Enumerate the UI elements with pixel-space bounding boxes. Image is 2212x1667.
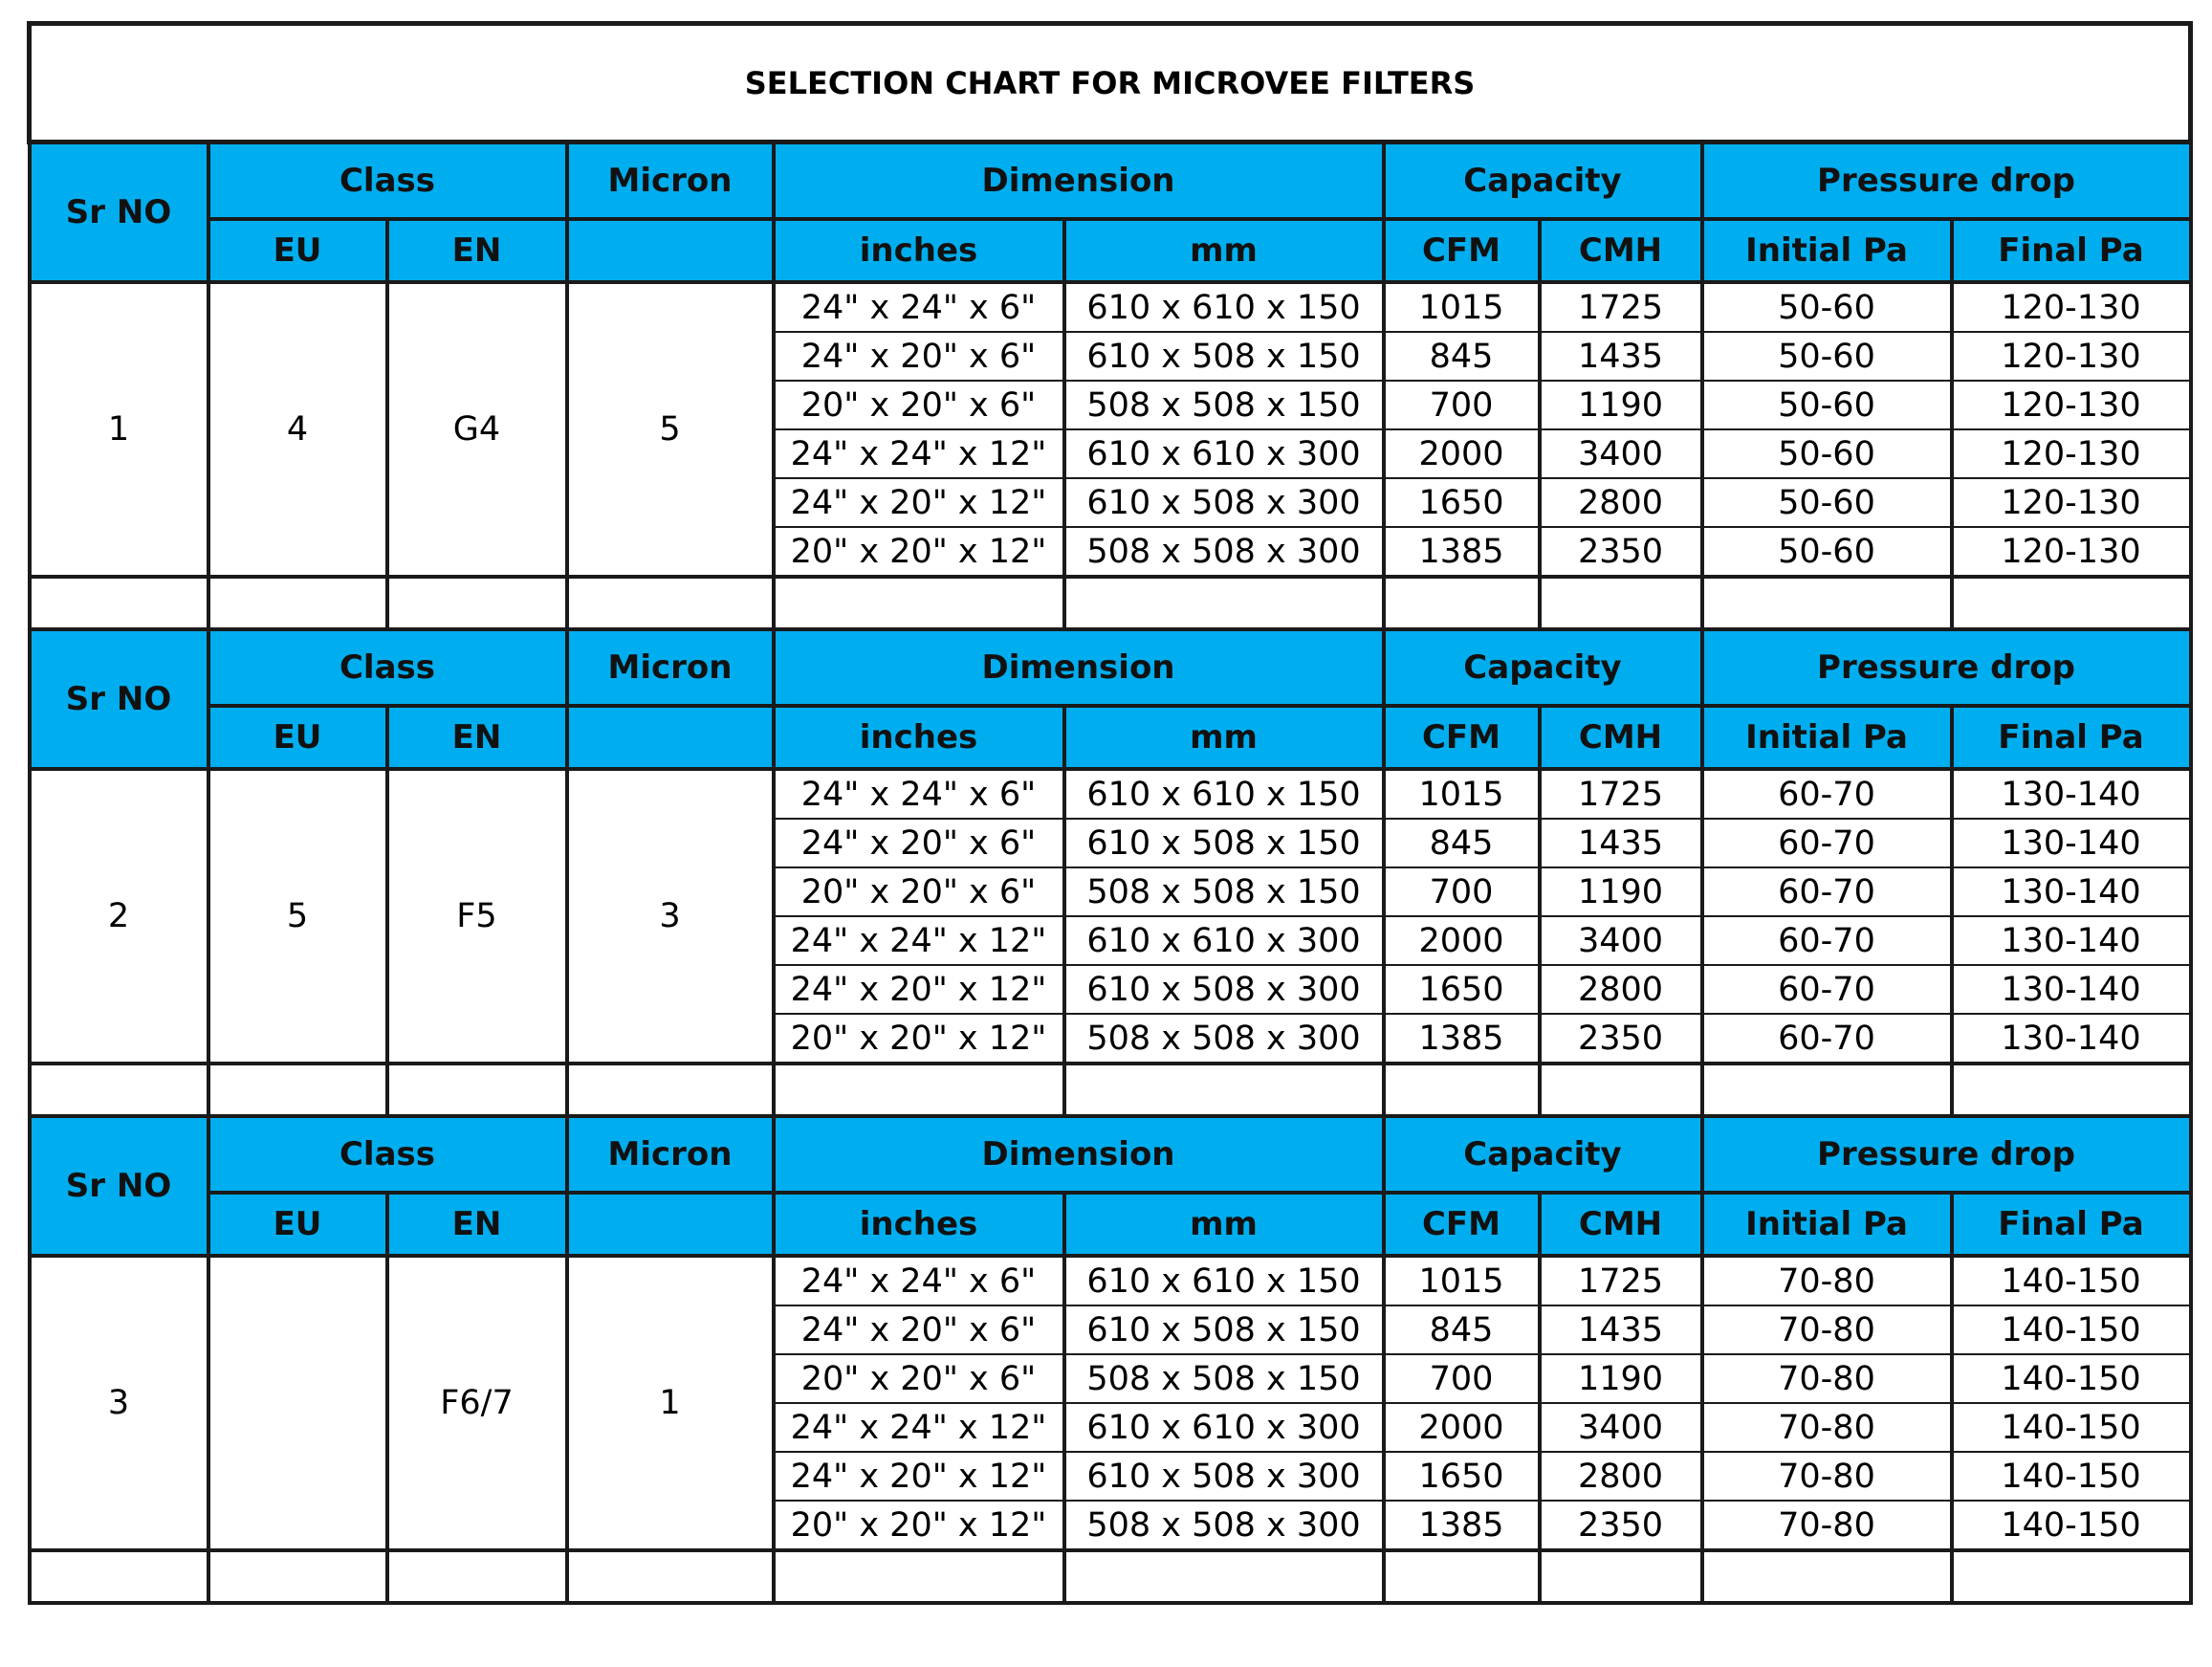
empty-cell [774, 1064, 1064, 1116]
mm-cell: 508 x 508 x 150 [1064, 381, 1384, 429]
empty-cell [30, 577, 208, 629]
sr-no-cell: 3 [30, 1256, 208, 1550]
empty-cell [208, 1064, 387, 1116]
class-eu-cell [208, 1256, 387, 1550]
header-mm: mm [1064, 706, 1384, 769]
header-pressure-drop: Pressure drop [1702, 1116, 2191, 1193]
final-pa-cell: 140-150 [1952, 1305, 2191, 1354]
final-pa-cell: 120-130 [1952, 381, 2191, 429]
cfm-cell: 1015 [1384, 769, 1540, 819]
chart-title: SELECTION CHART FOR MICROVEE FILTERS [30, 24, 2191, 143]
final-pa-cell: 120-130 [1952, 429, 2191, 478]
cfm-cell: 845 [1384, 1305, 1540, 1354]
inches-cell: 24" x 24" x 6" [774, 1256, 1064, 1305]
empty-cell [567, 1064, 774, 1116]
inches-cell: 24" x 20" x 12" [774, 1452, 1064, 1501]
cmh-cell: 2800 [1540, 965, 1702, 1014]
inches-cell: 24" x 24" x 12" [774, 429, 1064, 478]
table-row [30, 282, 2191, 332]
mm-cell: 610 x 610 x 150 [1064, 769, 1384, 819]
mm-cell: 610 x 508 x 300 [1064, 1452, 1384, 1501]
inches-cell: 20" x 20" x 12" [774, 1501, 1064, 1550]
class-en-cell: G4 [387, 282, 567, 577]
header-micron-sub [567, 706, 774, 769]
cmh-cell: 1190 [1540, 381, 1702, 429]
inches-cell: 24" x 20" x 6" [774, 819, 1064, 867]
header-row-sub [30, 219, 2191, 282]
initial-pa-cell: 70-80 [1702, 1403, 1952, 1452]
cfm-cell: 1650 [1384, 1452, 1540, 1501]
header-class: Class [208, 629, 567, 706]
cfm-cell: 700 [1384, 1354, 1540, 1403]
inches-cell: 24" x 20" x 6" [774, 1305, 1064, 1354]
mm-cell: 508 x 508 x 150 [1064, 867, 1384, 916]
header-cmh: CMH [1540, 706, 1702, 769]
empty-cell [1384, 1064, 1540, 1116]
mm-cell: 610 x 610 x 150 [1064, 282, 1384, 332]
final-pa-cell: 140-150 [1952, 1256, 2191, 1305]
initial-pa-cell: 50-60 [1702, 282, 1952, 332]
header-micron: Micron [567, 629, 774, 706]
cmh-cell: 2800 [1540, 1452, 1702, 1501]
mm-cell: 610 x 610 x 300 [1064, 1403, 1384, 1452]
inches-cell: 24" x 20" x 6" [774, 332, 1064, 381]
header-dimension: Dimension [774, 629, 1384, 706]
header-inches: inches [774, 219, 1064, 282]
cmh-cell: 1435 [1540, 1305, 1702, 1354]
mm-cell: 610 x 508 x 150 [1064, 332, 1384, 381]
cfm-cell: 845 [1384, 332, 1540, 381]
final-pa-cell: 140-150 [1952, 1501, 2191, 1550]
selection-chart-table [27, 21, 2193, 1605]
empty-row [30, 577, 2191, 629]
header-capacity: Capacity [1384, 143, 1702, 220]
initial-pa-cell: 70-80 [1702, 1256, 1952, 1305]
header-row-top [30, 629, 2191, 706]
cfm-cell: 700 [1384, 381, 1540, 429]
cmh-cell: 1725 [1540, 1256, 1702, 1305]
cfm-cell: 700 [1384, 867, 1540, 916]
inches-cell: 24" x 20" x 12" [774, 965, 1064, 1014]
class-en-cell: F6/7 [387, 1256, 567, 1550]
header-final-pa: Final Pa [1952, 706, 2191, 769]
final-pa-cell: 130-140 [1952, 769, 2191, 819]
header-en: EN [387, 706, 567, 769]
cmh-cell: 2800 [1540, 478, 1702, 527]
initial-pa-cell: 70-80 [1702, 1305, 1952, 1354]
empty-cell [1540, 1550, 1702, 1603]
empty-cell [1064, 1550, 1384, 1603]
empty-cell [1540, 1064, 1702, 1116]
header-eu: EU [208, 1193, 387, 1256]
mm-cell: 610 x 610 x 300 [1064, 429, 1384, 478]
mm-cell: 610 x 508 x 300 [1064, 478, 1384, 527]
mm-cell: 508 x 508 x 300 [1064, 1501, 1384, 1550]
mm-cell: 610 x 508 x 300 [1064, 965, 1384, 1014]
mm-cell: 610 x 508 x 150 [1064, 1305, 1384, 1354]
table-row [30, 1256, 2191, 1305]
cmh-cell: 2350 [1540, 1014, 1702, 1064]
cfm-cell: 1385 [1384, 527, 1540, 577]
header-micron: Micron [567, 1116, 774, 1193]
inches-cell: 20" x 20" x 6" [774, 867, 1064, 916]
cmh-cell: 3400 [1540, 429, 1702, 478]
cfm-cell: 1385 [1384, 1501, 1540, 1550]
initial-pa-cell: 60-70 [1702, 965, 1952, 1014]
header-sr-no: Sr NO [30, 629, 208, 769]
header-cfm: CFM [1384, 706, 1540, 769]
cfm-cell: 1015 [1384, 282, 1540, 332]
cfm-cell: 2000 [1384, 1403, 1540, 1452]
cmh-cell: 3400 [1540, 1403, 1702, 1452]
header-row-sub [30, 1193, 2191, 1256]
empty-cell [1952, 1550, 2191, 1603]
cfm-cell: 1385 [1384, 1014, 1540, 1064]
header-final-pa: Final Pa [1952, 219, 2191, 282]
cmh-cell: 1725 [1540, 282, 1702, 332]
header-inches: inches [774, 706, 1064, 769]
header-sr-no: Sr NO [30, 1116, 208, 1256]
empty-cell [30, 1550, 208, 1603]
header-class: Class [208, 143, 567, 220]
inches-cell: 20" x 20" x 12" [774, 1014, 1064, 1064]
initial-pa-cell: 50-60 [1702, 478, 1952, 527]
empty-cell [1702, 1064, 1952, 1116]
mm-cell: 610 x 610 x 300 [1064, 916, 1384, 965]
final-pa-cell: 130-140 [1952, 916, 2191, 965]
cmh-cell: 2350 [1540, 1501, 1702, 1550]
final-pa-cell: 130-140 [1952, 965, 2191, 1014]
header-row-top [30, 143, 2191, 220]
final-pa-cell: 120-130 [1952, 527, 2191, 577]
mm-cell: 610 x 508 x 150 [1064, 819, 1384, 867]
class-eu-cell: 4 [208, 282, 387, 577]
empty-cell [1064, 577, 1384, 629]
initial-pa-cell: 60-70 [1702, 1014, 1952, 1064]
inches-cell: 24" x 20" x 12" [774, 478, 1064, 527]
empty-cell [30, 1064, 208, 1116]
initial-pa-cell: 60-70 [1702, 867, 1952, 916]
header-micron: Micron [567, 143, 774, 220]
header-pressure-drop: Pressure drop [1702, 143, 2191, 220]
cmh-cell: 2350 [1540, 527, 1702, 577]
micron-cell: 5 [567, 282, 774, 577]
mm-cell: 508 x 508 x 300 [1064, 527, 1384, 577]
cmh-cell: 1725 [1540, 769, 1702, 819]
empty-cell [387, 577, 567, 629]
header-cmh: CMH [1540, 219, 1702, 282]
final-pa-cell: 140-150 [1952, 1452, 2191, 1501]
empty-cell [1540, 577, 1702, 629]
final-pa-cell: 140-150 [1952, 1354, 2191, 1403]
header-dimension: Dimension [774, 1116, 1384, 1193]
header-eu: EU [208, 219, 387, 282]
inches-cell: 24" x 24" x 6" [774, 769, 1064, 819]
header-eu: EU [208, 706, 387, 769]
initial-pa-cell: 50-60 [1702, 429, 1952, 478]
inches-cell: 24" x 24" x 12" [774, 1403, 1064, 1452]
empty-cell [774, 577, 1064, 629]
inches-cell: 24" x 24" x 6" [774, 282, 1064, 332]
initial-pa-cell: 70-80 [1702, 1354, 1952, 1403]
initial-pa-cell: 50-60 [1702, 527, 1952, 577]
initial-pa-cell: 50-60 [1702, 381, 1952, 429]
final-pa-cell: 120-130 [1952, 332, 2191, 381]
empty-cell [1064, 1064, 1384, 1116]
cmh-cell: 1190 [1540, 1354, 1702, 1403]
empty-cell [567, 577, 774, 629]
cfm-cell: 845 [1384, 819, 1540, 867]
header-initial-pa: Initial Pa [1702, 1193, 1952, 1256]
header-row-top [30, 1116, 2191, 1193]
header-capacity: Capacity [1384, 629, 1702, 706]
header-micron-sub [567, 1193, 774, 1256]
micron-cell: 1 [567, 1256, 774, 1550]
empty-cell [1952, 1064, 2191, 1116]
header-mm: mm [1064, 1193, 1384, 1256]
micron-cell: 3 [567, 769, 774, 1064]
empty-cell [567, 1550, 774, 1603]
empty-row [30, 1064, 2191, 1116]
empty-cell [1702, 577, 1952, 629]
cmh-cell: 1190 [1540, 867, 1702, 916]
class-eu-cell: 5 [208, 769, 387, 1064]
initial-pa-cell: 60-70 [1702, 769, 1952, 819]
header-cmh: CMH [1540, 1193, 1702, 1256]
header-micron-sub [567, 219, 774, 282]
mm-cell: 610 x 610 x 150 [1064, 1256, 1384, 1305]
header-dimension: Dimension [774, 143, 1384, 220]
cmh-cell: 3400 [1540, 916, 1702, 965]
empty-cell [208, 1550, 387, 1603]
cfm-cell: 1650 [1384, 478, 1540, 527]
initial-pa-cell: 70-80 [1702, 1501, 1952, 1550]
header-pressure-drop: Pressure drop [1702, 629, 2191, 706]
final-pa-cell: 130-140 [1952, 1014, 2191, 1064]
header-capacity: Capacity [1384, 1116, 1702, 1193]
header-en: EN [387, 219, 567, 282]
header-inches: inches [774, 1193, 1064, 1256]
sr-no-cell: 2 [30, 769, 208, 1064]
final-pa-cell: 140-150 [1952, 1403, 2191, 1452]
empty-cell [1384, 577, 1540, 629]
final-pa-cell: 130-140 [1952, 867, 2191, 916]
empty-cell [774, 1550, 1064, 1603]
cfm-cell: 2000 [1384, 429, 1540, 478]
empty-cell [387, 1064, 567, 1116]
final-pa-cell: 120-130 [1952, 282, 2191, 332]
header-row-sub [30, 706, 2191, 769]
header-en: EN [387, 1193, 567, 1256]
empty-row [30, 1550, 2191, 1603]
header-final-pa: Final Pa [1952, 1193, 2191, 1256]
header-cfm: CFM [1384, 219, 1540, 282]
header-mm: mm [1064, 219, 1384, 282]
initial-pa-cell: 50-60 [1702, 332, 1952, 381]
final-pa-cell: 120-130 [1952, 478, 2191, 527]
inches-cell: 20" x 20" x 6" [774, 1354, 1064, 1403]
inches-cell: 20" x 20" x 12" [774, 527, 1064, 577]
cfm-cell: 2000 [1384, 916, 1540, 965]
initial-pa-cell: 70-80 [1702, 1452, 1952, 1501]
empty-cell [387, 1550, 567, 1603]
empty-cell [1384, 1550, 1540, 1603]
initial-pa-cell: 60-70 [1702, 819, 1952, 867]
cmh-cell: 1435 [1540, 819, 1702, 867]
sr-no-cell: 1 [30, 282, 208, 577]
empty-cell [1952, 577, 2191, 629]
cmh-cell: 1435 [1540, 332, 1702, 381]
header-initial-pa: Initial Pa [1702, 706, 1952, 769]
header-initial-pa: Initial Pa [1702, 219, 1952, 282]
cfm-cell: 1650 [1384, 965, 1540, 1014]
final-pa-cell: 130-140 [1952, 819, 2191, 867]
header-cfm: CFM [1384, 1193, 1540, 1256]
header-sr-no: Sr NO [30, 143, 208, 283]
inches-cell: 24" x 24" x 12" [774, 916, 1064, 965]
inches-cell: 20" x 20" x 6" [774, 381, 1064, 429]
table-row [30, 769, 2191, 819]
mm-cell: 508 x 508 x 300 [1064, 1014, 1384, 1064]
header-class: Class [208, 1116, 567, 1193]
initial-pa-cell: 60-70 [1702, 916, 1952, 965]
mm-cell: 508 x 508 x 150 [1064, 1354, 1384, 1403]
class-en-cell: F5 [387, 769, 567, 1064]
cfm-cell: 1015 [1384, 1256, 1540, 1305]
empty-cell [208, 577, 387, 629]
empty-cell [1702, 1550, 1952, 1603]
